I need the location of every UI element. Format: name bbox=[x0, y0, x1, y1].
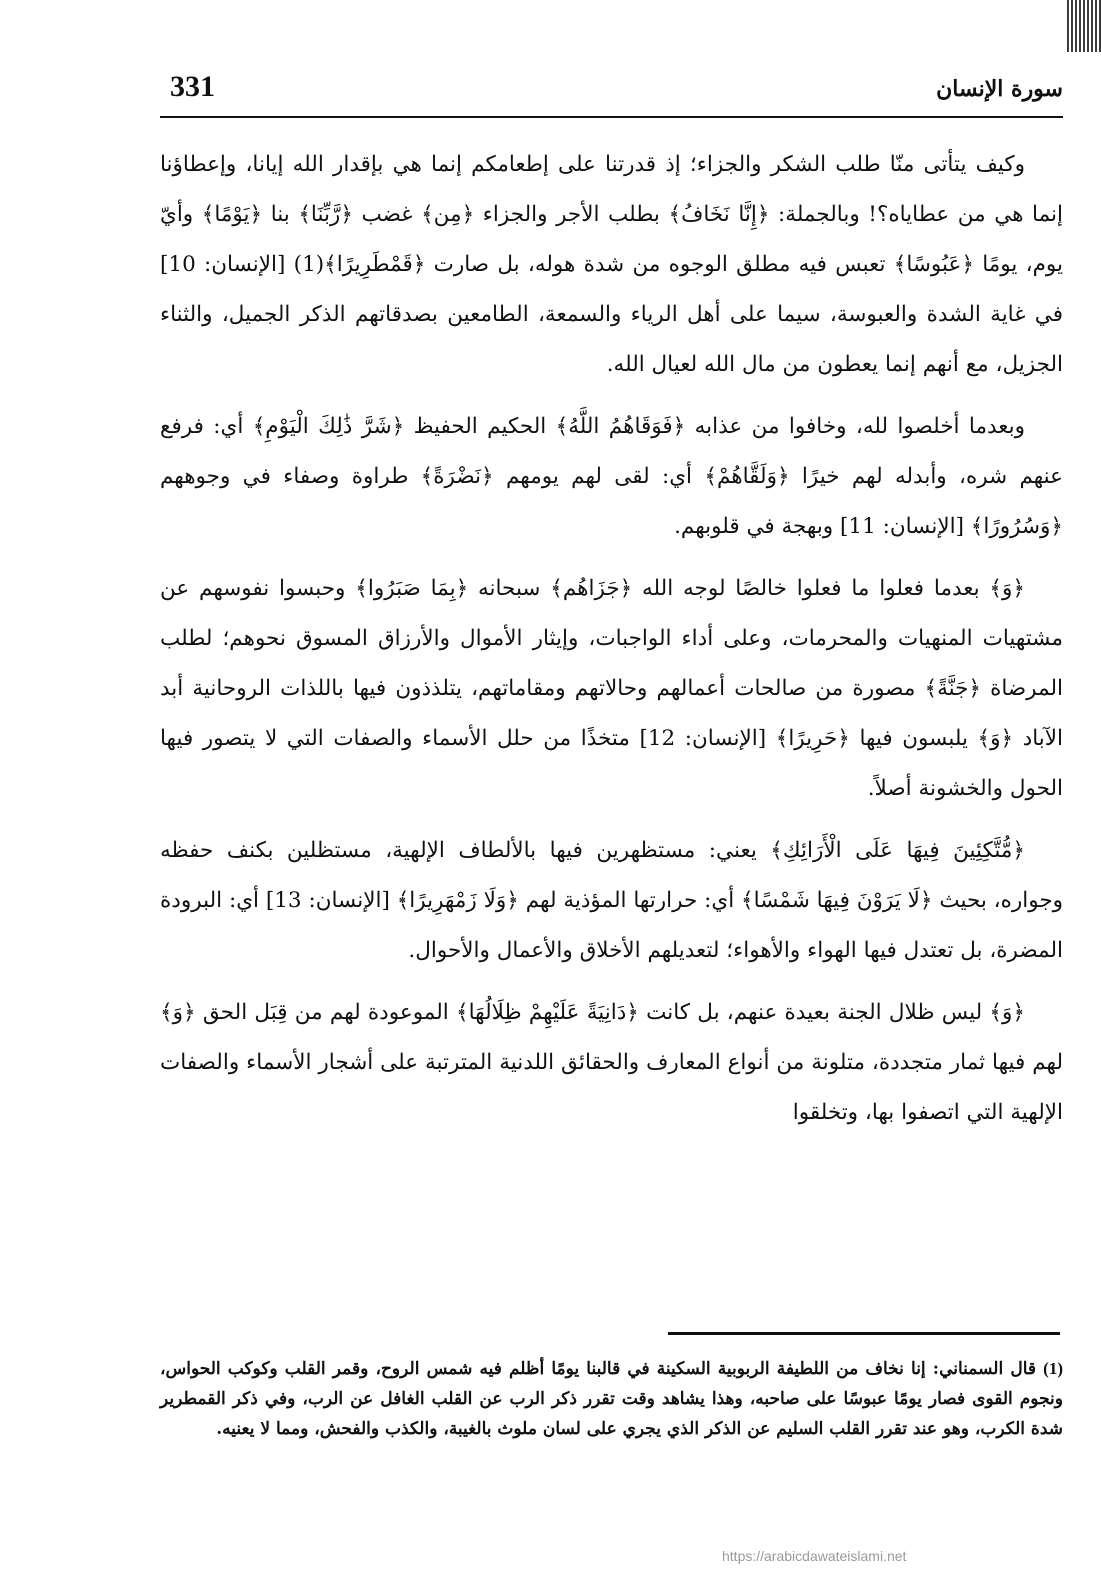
paragraph: وكيف يتأتى منّا طلب الشكر والجزاء؛ إذ قدرتنا على إطعامكم إنما هي بإقدار الله إيانا، وإعطاؤنا إنما هي من عطاياه؟! وبالجملة: ﴿إِنَّا نَخَافُ﴾ بطلب الأجر والجزاء ﴿مِن﴾ غضب ﴿رَّبِّنَا﴾ بنا ﴿يَوْمًا﴾ وأيّ يوم، يومًا ﴿عَبُوسًا﴾ تعبس فيه مطلق الوجوه من شدة هوله، بل صارت ﴿قَمْطَرِيرًا﴾(1) [الإنسان: 10] في غاية الشدة والعبوسة، سيما على أهل الرياء والسمعة، الطامعين بصدقاتهم الذكر الجميل، والثناء الجزيل، مع أنهم إنما يعطون من مال الله لعيال الله. bbox=[160, 152, 1063, 377]
page-header bbox=[160, 62, 1063, 118]
source-watermark: https://arabicdawateislami.net bbox=[722, 1548, 907, 1564]
footnote-separator bbox=[668, 1332, 1060, 1335]
scan-edge-mark bbox=[1067, 0, 1101, 52]
footnote-text: قال السمناني: إنا نخاف من اللطيفة الربوبية السكينة في قالبنا يومًا أظلم فيه شمس الروح، وقمر القلب وكوكب الحواس، ونجوم القوى فصار يومًا عبوسًا على صاحبه، وهذا يشاهد وقت تقرر ذكر الرب عن القلب الغافل عن الرب، وفي ذكر القمطرير شدة الكرب، وهو عند تقرر القلب السليم عن الذكر الذي يجري على لسان ملوث بالغيبة، والكذب والفحش، ومما لا يعنيه. bbox=[160, 1359, 1063, 1439]
paragraph: ﴿مُّتَّكِئِينَ فِيهَا عَلَى الْأَرَائِكِ﴾ يعني: مستظهرين فيها بالألطاف الإلهية، مستظلين بكنف حفظه وجواره، بحيث ﴿لَا يَرَوْنَ فِيهَا شَمْسًا﴾ أي: حرارتها المؤذية لهم ﴿وَلَا زَمْهَرِيرًا﴾ [الإنسان: 13] أي: البرودة المضرة، بل تعتدل فيها الهواء والأهواء؛ لتعديلهم الأخلاق والأعمال والأحوال. bbox=[160, 838, 1064, 963]
paragraph: وبعدما أخلصوا لله، وخافوا من عذابه ﴿فَوَقَاهُمُ اللَّهُ﴾ الحكيم الحفيظ ﴿شَرَّ ذَٰلِكَ الْيَوْمِ﴾ أي: فرفع عنهم شره، وأبدله لهم خيرًا ﴿وَلَقَّاهُمْ﴾ أي: لقى لهم يومهم ﴿نَضْرَةً﴾ طراوة وصفاء في وجوههم ﴿وَسُرُورًا﴾ [الإنسان: 11] وبهجة في قلوبهم. bbox=[160, 414, 1063, 539]
surah-title: سورة الإنسان bbox=[936, 76, 1063, 102]
footnote-marker: (1) bbox=[1043, 1359, 1064, 1378]
footnote bbox=[160, 1354, 1063, 1444]
page-number: 331 bbox=[170, 70, 215, 103]
paragraph: ﴿وَ﴾ ليس ظلال الجنة بعيدة عنهم، بل كانت ﴿دَانِيَةً عَلَيْهِمْ ظِلَالُهَا﴾ الموعودة لهم من قِبَل الحق ﴿وَ﴾ لهم فيها ثمار متجددة، متلونة من أنواع المعارف والحقائق اللدنية المترتبة على أشجار الأسماء والصفات الإلهية التي اتصفوا بها، وتخلقوا bbox=[160, 1000, 1063, 1125]
paragraph: ﴿وَ﴾ بعدما فعلوا ما فعلوا خالصًا لوجه الله ﴿جَزَاهُم﴾ سبحانه ﴿بِمَا صَبَرُوا﴾ وحبسوا نفوسهم عن مشتهيات المنهيات والمحرمات، وعلى أداء الواجبات، وإيثار الأموال والأرزاق المسوق نحوهم؛ لطلب المرضاة ﴿جَنَّةً﴾ مصورة من صالحات أعمالهم وحالاتهم ومقاماتهم، يتلذذون فيها باللذات الروحانية أبد الآباد ﴿وَ﴾ يلبسون فيها ﴿حَرِيرًا﴾ [الإنسان: 12] متخذًا من حلل الأسماء والصفات التي لا يتصور فيها الحول والخشونة أصلاً. bbox=[160, 576, 1063, 801]
main-text bbox=[160, 140, 1063, 1150]
